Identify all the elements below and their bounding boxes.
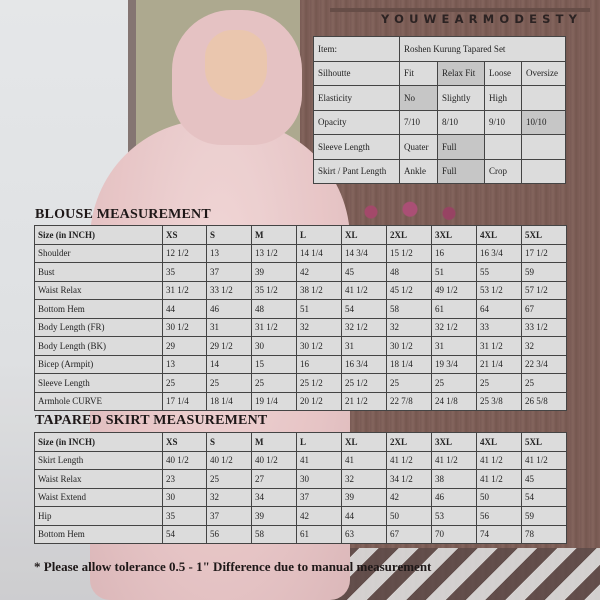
table-row bbox=[35, 507, 567, 526]
measurement-value: 41 1/2 bbox=[387, 451, 432, 470]
measurement-value: 22 7/8 bbox=[387, 392, 432, 411]
measurement-value: 31 bbox=[432, 337, 477, 356]
measurement-value: 51 bbox=[297, 300, 342, 319]
measurement-value: 14 3/4 bbox=[342, 244, 387, 263]
measurement-value: 74 bbox=[477, 525, 522, 544]
measurement-value: 54 bbox=[163, 525, 207, 544]
measurement-value: 63 bbox=[342, 525, 387, 544]
measurement-value: 54 bbox=[342, 300, 387, 319]
attribute-option: 7/10 bbox=[400, 110, 438, 135]
attribute-row-silhouette bbox=[314, 61, 566, 86]
measurement-value: 30 1/2 bbox=[297, 337, 342, 356]
measurement-value: 46 bbox=[207, 300, 252, 319]
skirt-measurement-table bbox=[34, 432, 567, 544]
measurement-value: 25 bbox=[252, 374, 297, 393]
measurement-value: 55 bbox=[477, 263, 522, 282]
measurement-label: Body Length (FR) bbox=[35, 318, 163, 337]
skirt-section-title: TAPARED SKIRT MEASUREMENT bbox=[35, 413, 268, 428]
table-row bbox=[35, 337, 567, 356]
attribute-option: Quater bbox=[400, 135, 438, 160]
table-row bbox=[35, 244, 567, 263]
measurement-value: 64 bbox=[477, 300, 522, 319]
measurement-value: 13 bbox=[207, 244, 252, 263]
measurement-value: 25 bbox=[387, 374, 432, 393]
measurement-value: 25 bbox=[207, 374, 252, 393]
size-column-header: 2XL bbox=[387, 226, 432, 245]
measurement-value: 39 bbox=[252, 507, 297, 526]
size-column-header: 4XL bbox=[477, 433, 522, 452]
measurement-label: Body Length (BK) bbox=[35, 337, 163, 356]
measurement-value: 40 1/2 bbox=[163, 451, 207, 470]
header-row bbox=[35, 226, 567, 245]
measurement-value: 42 bbox=[387, 488, 432, 507]
measurement-value: 42 bbox=[297, 263, 342, 282]
measurement-value: 19 3/4 bbox=[432, 355, 477, 374]
measurement-value: 39 bbox=[252, 263, 297, 282]
measurement-value: 14 1/4 bbox=[297, 244, 342, 263]
measurement-value: 53 1/2 bbox=[477, 281, 522, 300]
attribute-option bbox=[485, 135, 522, 160]
measurement-value: 56 bbox=[207, 525, 252, 544]
measurement-value: 41 1/2 bbox=[522, 451, 567, 470]
attribute-option-selected: Relax Fit bbox=[438, 61, 485, 86]
measurement-value: 13 bbox=[163, 355, 207, 374]
size-column-header: M bbox=[252, 226, 297, 245]
measurement-value: 32 bbox=[522, 337, 567, 356]
measurement-value: 27 bbox=[252, 470, 297, 489]
item-row bbox=[314, 37, 566, 62]
measurement-value: 57 1/2 bbox=[522, 281, 567, 300]
measurement-value: 58 bbox=[252, 525, 297, 544]
measurement-value: 19 1/4 bbox=[252, 392, 297, 411]
measurement-value: 25 1/2 bbox=[297, 374, 342, 393]
measurement-value: 41 1/2 bbox=[477, 470, 522, 489]
attribute-option bbox=[522, 86, 566, 111]
measurement-value: 50 bbox=[477, 488, 522, 507]
attribute-label: Skirt / Pant Length bbox=[314, 159, 400, 184]
measurement-value: 41 1/2 bbox=[432, 451, 477, 470]
measurement-value: 38 bbox=[432, 470, 477, 489]
item-value: Roshen Kurung Tapared Set bbox=[400, 37, 566, 62]
measurement-value: 15 1/2 bbox=[387, 244, 432, 263]
measurement-label: Bottom Hem bbox=[35, 525, 163, 544]
measurement-value: 51 bbox=[432, 263, 477, 282]
measurement-value: 32 bbox=[342, 470, 387, 489]
table-row bbox=[35, 525, 567, 544]
blouse-section-title: BLOUSE MEASUREMENT bbox=[35, 207, 211, 222]
measurement-value: 16 3/4 bbox=[477, 244, 522, 263]
attribute-label: Silhoutte bbox=[314, 61, 400, 86]
measurement-label: Waist Relax bbox=[35, 281, 163, 300]
attribute-option-selected: 10/10 bbox=[522, 110, 566, 135]
attribute-option: Oversize bbox=[522, 61, 566, 86]
size-column-header: 3XL bbox=[432, 226, 477, 245]
measurement-value: 30 bbox=[252, 337, 297, 356]
measurement-value: 35 bbox=[163, 507, 207, 526]
table-row bbox=[35, 392, 567, 411]
table-row bbox=[35, 451, 567, 470]
measurement-value: 17 1/4 bbox=[163, 392, 207, 411]
attribute-row-sleeve-length bbox=[314, 135, 566, 160]
measurement-value: 25 3/8 bbox=[477, 392, 522, 411]
measurement-value: 42 bbox=[297, 507, 342, 526]
measurement-value: 45 bbox=[342, 263, 387, 282]
attribute-option bbox=[522, 159, 566, 184]
measurement-value: 31 bbox=[207, 318, 252, 337]
measurement-label: Sleeve Length bbox=[35, 374, 163, 393]
measurement-label: Bust bbox=[35, 263, 163, 282]
attribute-option: Loose bbox=[485, 61, 522, 86]
size-column-header: 2XL bbox=[387, 433, 432, 452]
measurement-value: 31 1/2 bbox=[477, 337, 522, 356]
measurement-label: Armhole CURVE bbox=[35, 392, 163, 411]
table-row bbox=[35, 318, 567, 337]
measurement-label: Shoulder bbox=[35, 244, 163, 263]
measurement-value: 25 bbox=[207, 470, 252, 489]
measurement-value: 16 bbox=[432, 244, 477, 263]
measurement-value: 15 bbox=[252, 355, 297, 374]
measurement-value: 35 1/2 bbox=[252, 281, 297, 300]
measurement-value: 31 bbox=[342, 337, 387, 356]
size-column-header: XL bbox=[342, 226, 387, 245]
measurement-label: Skirt Length bbox=[35, 451, 163, 470]
measurement-value: 16 3/4 bbox=[342, 355, 387, 374]
measurement-label: Bottom Hem bbox=[35, 300, 163, 319]
attribute-option-selected: Full bbox=[438, 159, 485, 184]
size-column-header: 5XL bbox=[522, 226, 567, 245]
measurement-label: Hip bbox=[35, 507, 163, 526]
measurement-value: 30 1/2 bbox=[163, 318, 207, 337]
measurement-value: 54 bbox=[522, 488, 567, 507]
measurement-value: 37 bbox=[207, 507, 252, 526]
header-row bbox=[35, 433, 567, 452]
measurement-value: 29 bbox=[163, 337, 207, 356]
measurement-value: 22 3/4 bbox=[522, 355, 567, 374]
measurement-value: 40 1/2 bbox=[252, 451, 297, 470]
measurement-value: 49 1/2 bbox=[432, 281, 477, 300]
attribute-option: Slightly bbox=[438, 86, 485, 111]
measurement-value: 78 bbox=[522, 525, 567, 544]
size-column-header: M bbox=[252, 433, 297, 452]
attribute-label: Elasticity bbox=[314, 86, 400, 111]
measurement-value: 21 1/4 bbox=[477, 355, 522, 374]
measurement-value: 35 bbox=[163, 263, 207, 282]
table-row bbox=[35, 374, 567, 393]
table-row bbox=[35, 281, 567, 300]
measurement-value: 32 1/2 bbox=[432, 318, 477, 337]
attribute-option bbox=[522, 135, 566, 160]
tolerance-footnote: * Please allow tolerance 0.5 - 1" Difference due to manual measurement bbox=[34, 559, 432, 574]
measurement-value: 30 bbox=[297, 470, 342, 489]
measurement-value: 33 1/2 bbox=[522, 318, 567, 337]
attribute-option: Crop bbox=[485, 159, 522, 184]
attribute-row-opacity bbox=[314, 110, 566, 135]
measurement-value: 58 bbox=[387, 300, 432, 319]
measurement-value: 34 bbox=[252, 488, 297, 507]
measurement-value: 29 1/2 bbox=[207, 337, 252, 356]
measurement-value: 45 1/2 bbox=[387, 281, 432, 300]
attribute-row-skirt-length bbox=[314, 159, 566, 184]
measurement-value: 21 1/2 bbox=[342, 392, 387, 411]
measurement-value: 39 bbox=[342, 488, 387, 507]
measurement-label: Waist Relax bbox=[35, 470, 163, 489]
measurement-value: 33 1/2 bbox=[207, 281, 252, 300]
measurement-value: 31 1/2 bbox=[163, 281, 207, 300]
attribute-option: 9/10 bbox=[485, 110, 522, 135]
measurement-value: 67 bbox=[387, 525, 432, 544]
measurement-value: 44 bbox=[163, 300, 207, 319]
measurement-value: 53 bbox=[432, 507, 477, 526]
measurement-value: 31 1/2 bbox=[252, 318, 297, 337]
measurement-label: Waist Extend bbox=[35, 488, 163, 507]
measurement-value: 41 1/2 bbox=[342, 281, 387, 300]
size-column-header: XL bbox=[342, 433, 387, 452]
measurement-value: 41 1/2 bbox=[477, 451, 522, 470]
attribute-row-elasticity bbox=[314, 86, 566, 111]
measurement-value: 23 bbox=[163, 470, 207, 489]
measurement-label: Bicep (Armpit) bbox=[35, 355, 163, 374]
measurement-value: 12 1/2 bbox=[163, 244, 207, 263]
measurement-value: 56 bbox=[477, 507, 522, 526]
attribute-option: High bbox=[485, 86, 522, 111]
measurement-value: 61 bbox=[432, 300, 477, 319]
measurement-value: 18 1/4 bbox=[207, 392, 252, 411]
size-column-header: 4XL bbox=[477, 226, 522, 245]
size-header: Size (in INCH) bbox=[35, 433, 163, 452]
brand-logo: YOUWEARMODESTY bbox=[381, 12, 583, 26]
size-header: Size (in INCH) bbox=[35, 226, 163, 245]
attribute-option: 8/10 bbox=[438, 110, 485, 135]
measurement-value: 32 bbox=[387, 318, 432, 337]
measurement-value: 30 bbox=[163, 488, 207, 507]
measurement-value: 32 bbox=[207, 488, 252, 507]
measurement-value: 25 1/2 bbox=[342, 374, 387, 393]
product-attributes-table bbox=[313, 36, 566, 184]
measurement-value: 48 bbox=[387, 263, 432, 282]
size-column-header: S bbox=[207, 226, 252, 245]
measurement-value: 45 bbox=[522, 470, 567, 489]
measurement-value: 38 1/2 bbox=[297, 281, 342, 300]
measurement-value: 61 bbox=[297, 525, 342, 544]
measurement-value: 25 bbox=[432, 374, 477, 393]
measurement-value: 32 1/2 bbox=[342, 318, 387, 337]
measurement-value: 16 bbox=[297, 355, 342, 374]
measurement-value: 25 bbox=[477, 374, 522, 393]
size-column-header: 5XL bbox=[522, 433, 567, 452]
attribute-option-selected: No bbox=[400, 86, 438, 111]
measurement-value: 50 bbox=[387, 507, 432, 526]
measurement-value: 32 bbox=[297, 318, 342, 337]
measurement-value: 70 bbox=[432, 525, 477, 544]
table-row bbox=[35, 488, 567, 507]
measurement-value: 37 bbox=[297, 488, 342, 507]
measurement-value: 17 1/2 bbox=[522, 244, 567, 263]
measurement-value: 25 bbox=[522, 374, 567, 393]
measurement-value: 41 bbox=[297, 451, 342, 470]
measurement-value: 59 bbox=[522, 263, 567, 282]
measurement-value: 67 bbox=[522, 300, 567, 319]
measurement-value: 30 1/2 bbox=[387, 337, 432, 356]
measurement-value: 13 1/2 bbox=[252, 244, 297, 263]
attribute-option: Ankle bbox=[400, 159, 438, 184]
size-column-header: 3XL bbox=[432, 433, 477, 452]
measurement-value: 25 bbox=[163, 374, 207, 393]
measurement-value: 33 bbox=[477, 318, 522, 337]
measurement-value: 18 1/4 bbox=[387, 355, 432, 374]
measurement-value: 26 5/8 bbox=[522, 392, 567, 411]
item-label: Item: bbox=[314, 37, 400, 62]
attribute-option-selected: Full bbox=[438, 135, 485, 160]
blouse-measurement-table bbox=[34, 225, 567, 411]
size-column-header: L bbox=[297, 226, 342, 245]
table-row bbox=[35, 355, 567, 374]
size-column-header: XS bbox=[163, 226, 207, 245]
size-column-header: XS bbox=[163, 433, 207, 452]
measurement-value: 48 bbox=[252, 300, 297, 319]
measurement-value: 59 bbox=[522, 507, 567, 526]
measurement-value: 41 bbox=[342, 451, 387, 470]
measurement-value: 24 1/8 bbox=[432, 392, 477, 411]
size-column-header: S bbox=[207, 433, 252, 452]
measurement-value: 20 1/2 bbox=[297, 392, 342, 411]
table-row bbox=[35, 263, 567, 282]
measurement-value: 40 1/2 bbox=[207, 451, 252, 470]
measurement-value: 44 bbox=[342, 507, 387, 526]
table-row bbox=[35, 470, 567, 489]
size-column-header: L bbox=[297, 433, 342, 452]
attribute-option: Fit bbox=[400, 61, 438, 86]
attribute-label: Opacity bbox=[314, 110, 400, 135]
measurement-value: 14 bbox=[207, 355, 252, 374]
attribute-label: Sleeve Length bbox=[314, 135, 400, 160]
table-row bbox=[35, 300, 567, 319]
measurement-value: 34 1/2 bbox=[387, 470, 432, 489]
measurement-value: 37 bbox=[207, 263, 252, 282]
measurement-value: 46 bbox=[432, 488, 477, 507]
